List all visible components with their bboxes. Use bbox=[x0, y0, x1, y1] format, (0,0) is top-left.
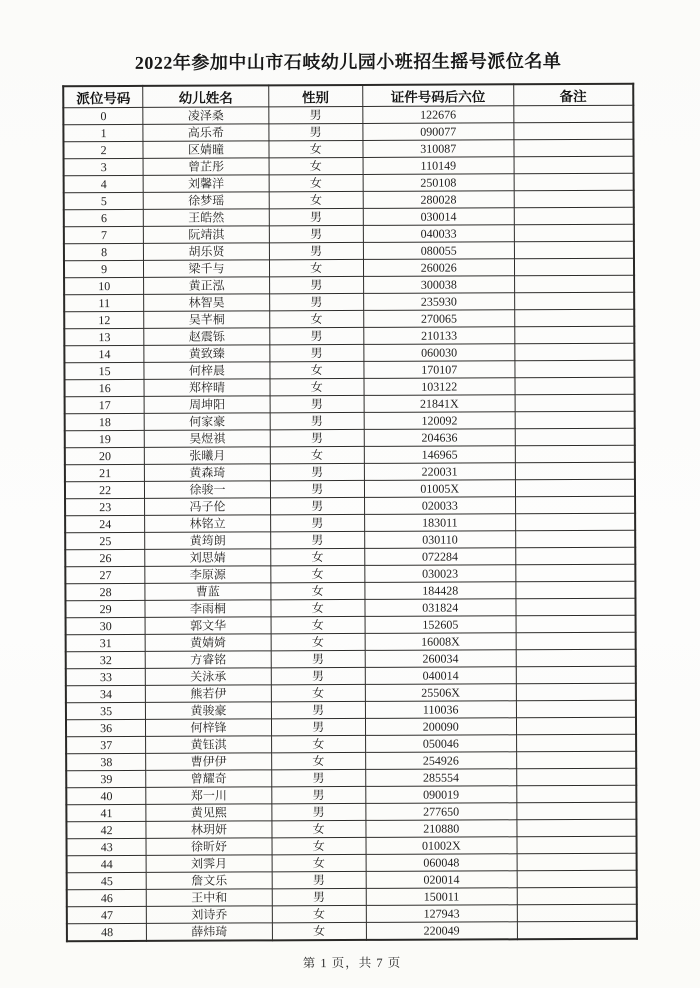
cell-number: 22 bbox=[65, 481, 145, 498]
cell-id: 150011 bbox=[366, 888, 517, 906]
cell-number: 28 bbox=[65, 583, 145, 600]
cell-id: 120092 bbox=[364, 412, 515, 430]
cell-name: 何梓晨 bbox=[144, 362, 269, 380]
cell-name: 黄致臻 bbox=[144, 345, 269, 363]
cell-name: 薛炜琦 bbox=[147, 923, 272, 941]
cell-number: 26 bbox=[65, 549, 145, 566]
cell-gender: 女 bbox=[272, 905, 366, 922]
cell-id: 270065 bbox=[363, 310, 514, 328]
cell-id: 030023 bbox=[365, 565, 516, 583]
cell-remark bbox=[517, 904, 637, 922]
cell-id: 260034 bbox=[365, 650, 516, 668]
cell-remark bbox=[517, 785, 637, 803]
table-body bbox=[63, 105, 637, 941]
cell-id: 16008X bbox=[365, 633, 516, 651]
cell-id: 122676 bbox=[363, 106, 514, 124]
cell-id: 310087 bbox=[363, 140, 514, 158]
cell-gender: 女 bbox=[271, 565, 365, 582]
cell-gender: 男 bbox=[271, 667, 365, 684]
cell-name: 熊若伊 bbox=[146, 685, 271, 703]
cell-gender: 男 bbox=[269, 106, 363, 123]
cell-remark bbox=[514, 309, 634, 327]
cell-remark bbox=[515, 343, 635, 361]
cell-number: 13 bbox=[64, 328, 144, 345]
cell-gender: 男 bbox=[272, 803, 366, 820]
cell-number: 38 bbox=[66, 753, 146, 770]
cell-remark bbox=[517, 802, 637, 820]
cell-remark bbox=[516, 751, 636, 769]
cell-remark bbox=[514, 190, 634, 208]
cell-number: 2 bbox=[63, 141, 143, 158]
cell-remark bbox=[514, 275, 634, 293]
cell-number: 29 bbox=[65, 600, 145, 617]
cell-remark bbox=[517, 819, 637, 837]
cell-id: 170107 bbox=[364, 361, 515, 379]
header-gender: 性别 bbox=[268, 85, 362, 107]
cell-name: 黄筠朗 bbox=[145, 532, 270, 550]
cell-remark bbox=[517, 921, 637, 939]
cell-id: 280028 bbox=[363, 191, 514, 209]
cell-id: 277650 bbox=[366, 803, 517, 821]
cell-number: 42 bbox=[66, 821, 146, 838]
cell-number: 34 bbox=[66, 685, 146, 702]
cell-gender: 男 bbox=[271, 769, 365, 786]
cell-id: 020014 bbox=[366, 871, 517, 889]
cell-gender: 女 bbox=[271, 599, 365, 616]
cell-remark bbox=[514, 156, 634, 174]
cell-number: 45 bbox=[67, 872, 147, 889]
page-number: 第 1 页，共 7 页 bbox=[302, 955, 402, 971]
cell-name: 阮靖淇 bbox=[144, 226, 269, 244]
cell-remark bbox=[516, 547, 636, 565]
cell-id: 146965 bbox=[364, 446, 515, 464]
cell-number: 25 bbox=[65, 532, 145, 549]
table-header bbox=[63, 84, 633, 108]
cell-remark bbox=[516, 564, 636, 582]
cell-remark bbox=[515, 530, 635, 548]
cell-gender: 男 bbox=[272, 888, 366, 905]
cell-name: 林铭立 bbox=[145, 515, 270, 533]
cell-number: 19 bbox=[65, 430, 145, 447]
cell-number: 14 bbox=[64, 345, 144, 362]
cell-gender: 女 bbox=[272, 837, 366, 854]
cell-name: 李原源 bbox=[145, 566, 270, 584]
cell-number: 21 bbox=[65, 464, 145, 481]
cell-gender: 女 bbox=[272, 854, 366, 871]
cell-number: 7 bbox=[64, 226, 144, 243]
cell-name: 林智昊 bbox=[144, 294, 269, 312]
cell-name: 刘霁月 bbox=[146, 855, 271, 873]
cell-name: 王皓然 bbox=[144, 209, 269, 227]
cell-gender: 女 bbox=[270, 548, 364, 565]
cell-gender: 男 bbox=[270, 497, 364, 514]
cell-gender: 女 bbox=[270, 378, 364, 395]
cell-number: 44 bbox=[67, 855, 147, 872]
cell-name: 黄骏豪 bbox=[146, 702, 271, 720]
cell-number: 17 bbox=[65, 396, 145, 413]
cell-remark bbox=[516, 768, 636, 786]
cell-gender: 女 bbox=[271, 616, 365, 633]
cell-remark bbox=[517, 853, 637, 871]
cell-remark bbox=[514, 224, 634, 242]
cell-remark bbox=[516, 649, 636, 667]
cell-name: 吴芊桐 bbox=[144, 311, 269, 329]
cell-id: 152605 bbox=[365, 616, 516, 634]
cell-id: 090077 bbox=[363, 123, 514, 141]
cell-name: 曹伊伊 bbox=[146, 753, 271, 771]
cell-number: 4 bbox=[64, 175, 144, 192]
cell-name: 方睿铭 bbox=[145, 651, 270, 669]
cell-remark bbox=[515, 496, 635, 514]
cell-name: 刘思婧 bbox=[145, 549, 270, 567]
cell-number: 33 bbox=[66, 668, 146, 685]
cell-gender: 男 bbox=[271, 786, 365, 803]
cell-name: 梁千与 bbox=[144, 260, 269, 278]
cell-gender: 女 bbox=[272, 820, 366, 837]
cell-id: 080055 bbox=[363, 242, 514, 260]
cell-name: 黄婧婍 bbox=[145, 634, 270, 652]
cell-number: 11 bbox=[64, 294, 144, 311]
cell-number: 35 bbox=[66, 702, 146, 719]
cell-remark bbox=[515, 445, 635, 463]
cell-gender: 男 bbox=[269, 242, 363, 259]
cell-gender: 女 bbox=[269, 191, 363, 208]
cell-name: 昊煜祺 bbox=[145, 430, 270, 448]
cell-number: 46 bbox=[67, 889, 147, 906]
cell-id: 300038 bbox=[363, 276, 514, 294]
cell-remark bbox=[514, 207, 634, 225]
cell-gender: 女 bbox=[269, 140, 363, 157]
cell-name: 郑梓晴 bbox=[144, 379, 269, 397]
cell-remark bbox=[516, 734, 636, 752]
cell-number: 31 bbox=[66, 634, 146, 651]
cell-name: 何家豪 bbox=[144, 413, 269, 431]
cell-id: 254926 bbox=[365, 752, 516, 770]
cell-gender: 男 bbox=[271, 701, 365, 718]
cell-remark bbox=[516, 581, 636, 599]
cell-name: 关泳承 bbox=[146, 668, 271, 686]
cell-id: 21841X bbox=[364, 395, 515, 413]
cell-name: 李雨桐 bbox=[145, 600, 270, 618]
cell-name: 张曦月 bbox=[145, 447, 270, 465]
cell-gender: 女 bbox=[270, 361, 364, 378]
cell-id: 040014 bbox=[365, 667, 516, 685]
cell-number: 43 bbox=[67, 838, 147, 855]
cell-gender: 男 bbox=[270, 514, 364, 531]
cell-id: 220031 bbox=[364, 463, 515, 481]
cell-remark bbox=[515, 428, 635, 446]
cell-remark bbox=[515, 411, 635, 429]
cell-remark bbox=[516, 615, 636, 633]
cell-name: 赵震铄 bbox=[144, 328, 269, 346]
cell-number: 15 bbox=[64, 362, 144, 379]
cell-id: 020033 bbox=[364, 497, 515, 515]
cell-gender: 男 bbox=[269, 293, 363, 310]
cell-name: 郑一川 bbox=[146, 787, 271, 805]
cell-number: 9 bbox=[64, 260, 144, 277]
cell-name: 曾芷彤 bbox=[143, 158, 268, 176]
cell-gender: 男 bbox=[269, 327, 363, 344]
cell-name: 曹蓝 bbox=[145, 583, 270, 601]
cell-remark bbox=[515, 394, 635, 412]
cell-name: 黄森琦 bbox=[145, 464, 270, 482]
cell-gender: 男 bbox=[269, 123, 363, 140]
cell-gender: 女 bbox=[269, 174, 363, 191]
cell-id: 210880 bbox=[366, 820, 517, 838]
cell-id: 183011 bbox=[364, 514, 515, 532]
cell-gender: 男 bbox=[270, 531, 364, 548]
header-row bbox=[63, 84, 633, 108]
cell-remark bbox=[515, 377, 635, 395]
cell-number: 37 bbox=[66, 736, 146, 753]
cell-remark bbox=[517, 870, 637, 888]
cell-number: 47 bbox=[67, 906, 147, 923]
cell-number: 27 bbox=[65, 566, 145, 583]
cell-remark bbox=[514, 105, 634, 123]
cell-id: 184428 bbox=[365, 582, 516, 600]
cell-remark bbox=[517, 836, 637, 854]
cell-remark bbox=[517, 887, 637, 905]
cell-id: 031824 bbox=[365, 599, 516, 617]
header-id: 证件号码后六位 bbox=[362, 84, 513, 106]
cell-number: 1 bbox=[63, 124, 143, 141]
cell-name: 高乐希 bbox=[143, 124, 268, 142]
cell-id: 127943 bbox=[366, 905, 517, 923]
cell-number: 41 bbox=[66, 804, 146, 821]
cell-remark bbox=[514, 139, 634, 157]
cell-number: 24 bbox=[65, 515, 145, 532]
cell-remark bbox=[516, 632, 636, 650]
cell-gender: 女 bbox=[271, 735, 365, 752]
cell-remark bbox=[516, 717, 636, 735]
cell-id: 285554 bbox=[365, 769, 516, 787]
cell-name: 徐骏一 bbox=[145, 481, 270, 499]
cell-remark bbox=[514, 292, 634, 310]
cell-gender: 男 bbox=[270, 344, 364, 361]
cell-gender: 女 bbox=[271, 582, 365, 599]
cell-number: 18 bbox=[65, 413, 145, 430]
cell-name: 区婧曈 bbox=[143, 141, 268, 159]
cell-number: 12 bbox=[64, 311, 144, 328]
cell-gender: 男 bbox=[272, 871, 366, 888]
cell-id: 040033 bbox=[363, 225, 514, 243]
cell-gender: 女 bbox=[272, 922, 366, 940]
cell-gender: 女 bbox=[271, 752, 365, 769]
cell-remark bbox=[516, 700, 636, 718]
cell-name: 黄钰淇 bbox=[146, 736, 271, 754]
cell-id: 260026 bbox=[363, 259, 514, 277]
cell-name: 黄正泓 bbox=[144, 277, 269, 295]
cell-number: 32 bbox=[66, 651, 146, 668]
cell-number: 20 bbox=[65, 447, 145, 464]
cell-gender: 男 bbox=[270, 412, 364, 429]
cell-remark bbox=[515, 360, 635, 378]
roster-table bbox=[62, 83, 638, 942]
cell-gender: 男 bbox=[270, 395, 364, 412]
cell-number: 39 bbox=[66, 770, 146, 787]
cell-gender: 男 bbox=[270, 480, 364, 497]
cell-name: 凌泽桑 bbox=[143, 107, 268, 125]
cell-remark bbox=[515, 479, 635, 497]
cell-number: 0 bbox=[63, 107, 143, 124]
cell-id: 060030 bbox=[364, 344, 515, 362]
cell-remark bbox=[516, 666, 636, 684]
cell-gender: 男 bbox=[271, 718, 365, 735]
cell-name: 郭文华 bbox=[145, 617, 270, 635]
cell-name: 曾耀奇 bbox=[146, 770, 271, 788]
cell-gender: 女 bbox=[271, 684, 365, 701]
cell-id: 204636 bbox=[364, 429, 515, 447]
cell-number: 3 bbox=[64, 158, 144, 175]
table-row bbox=[67, 921, 637, 941]
cell-number: 6 bbox=[64, 209, 144, 226]
cell-name: 何梓锋 bbox=[146, 719, 271, 737]
cell-name: 徐梦瑶 bbox=[143, 192, 268, 210]
cell-gender: 女 bbox=[270, 446, 364, 463]
cell-remark bbox=[516, 683, 636, 701]
cell-id: 030110 bbox=[364, 531, 515, 549]
cell-number: 5 bbox=[64, 192, 144, 209]
cell-gender: 男 bbox=[270, 463, 364, 480]
cell-gender: 男 bbox=[270, 429, 364, 446]
cell-gender: 女 bbox=[269, 310, 363, 327]
cell-number: 8 bbox=[64, 243, 144, 260]
cell-id: 050046 bbox=[365, 735, 516, 753]
cell-gender: 女 bbox=[269, 259, 363, 276]
cell-gender: 男 bbox=[269, 276, 363, 293]
cell-name: 徐昕妤 bbox=[146, 838, 271, 856]
page-title: 2022年参加中山市石岐幼儿园小班招生摇号派位名单 bbox=[134, 51, 562, 73]
cell-id: 110036 bbox=[365, 701, 516, 719]
cell-remark bbox=[515, 462, 635, 480]
cell-id: 01005X bbox=[364, 480, 515, 498]
cell-id: 01002X bbox=[366, 837, 517, 855]
cell-id: 060048 bbox=[366, 854, 517, 872]
cell-id: 220049 bbox=[366, 922, 517, 940]
cell-remark bbox=[514, 173, 634, 191]
cell-id: 110149 bbox=[363, 157, 514, 175]
cell-remark bbox=[514, 241, 634, 259]
cell-id: 210133 bbox=[364, 327, 515, 345]
cell-id: 235930 bbox=[363, 293, 514, 311]
cell-id: 030014 bbox=[363, 208, 514, 226]
cell-name: 王中和 bbox=[147, 889, 272, 907]
cell-gender: 女 bbox=[271, 633, 365, 650]
cell-gender: 男 bbox=[269, 208, 363, 225]
cell-remark bbox=[514, 122, 634, 140]
cell-name: 詹文乐 bbox=[146, 872, 271, 890]
cell-number: 30 bbox=[66, 617, 146, 634]
cell-name: 冯子伦 bbox=[145, 498, 270, 516]
cell-remark bbox=[515, 326, 635, 344]
cell-remark bbox=[515, 513, 635, 531]
cell-gender: 男 bbox=[269, 225, 363, 242]
cell-number: 23 bbox=[65, 498, 145, 515]
cell-number: 48 bbox=[67, 923, 147, 941]
header-name: 幼儿姓名 bbox=[143, 85, 268, 107]
cell-remark bbox=[516, 598, 636, 616]
cell-id: 25506X bbox=[365, 684, 516, 702]
cell-number: 40 bbox=[66, 787, 146, 804]
cell-gender: 男 bbox=[271, 650, 365, 667]
cell-name: 刘诗乔 bbox=[147, 906, 272, 924]
cell-id: 072284 bbox=[364, 548, 515, 566]
cell-number: 10 bbox=[64, 277, 144, 294]
cell-id: 250108 bbox=[363, 174, 514, 192]
cell-name: 周坤阳 bbox=[144, 396, 269, 414]
cell-name: 林玥妍 bbox=[146, 821, 271, 839]
cell-id: 090019 bbox=[366, 786, 517, 804]
cell-id: 103122 bbox=[364, 378, 515, 396]
cell-gender: 女 bbox=[269, 157, 363, 174]
cell-id: 200090 bbox=[365, 718, 516, 736]
cell-name: 刘馨洋 bbox=[143, 175, 268, 193]
header-remark: 备注 bbox=[513, 84, 633, 106]
cell-number: 16 bbox=[65, 379, 145, 396]
cell-name: 黄见熙 bbox=[146, 804, 271, 822]
cell-remark bbox=[514, 258, 634, 276]
header-number: 派位号码 bbox=[63, 86, 143, 108]
cell-number: 36 bbox=[66, 719, 146, 736]
cell-name: 胡乐贤 bbox=[144, 243, 269, 261]
